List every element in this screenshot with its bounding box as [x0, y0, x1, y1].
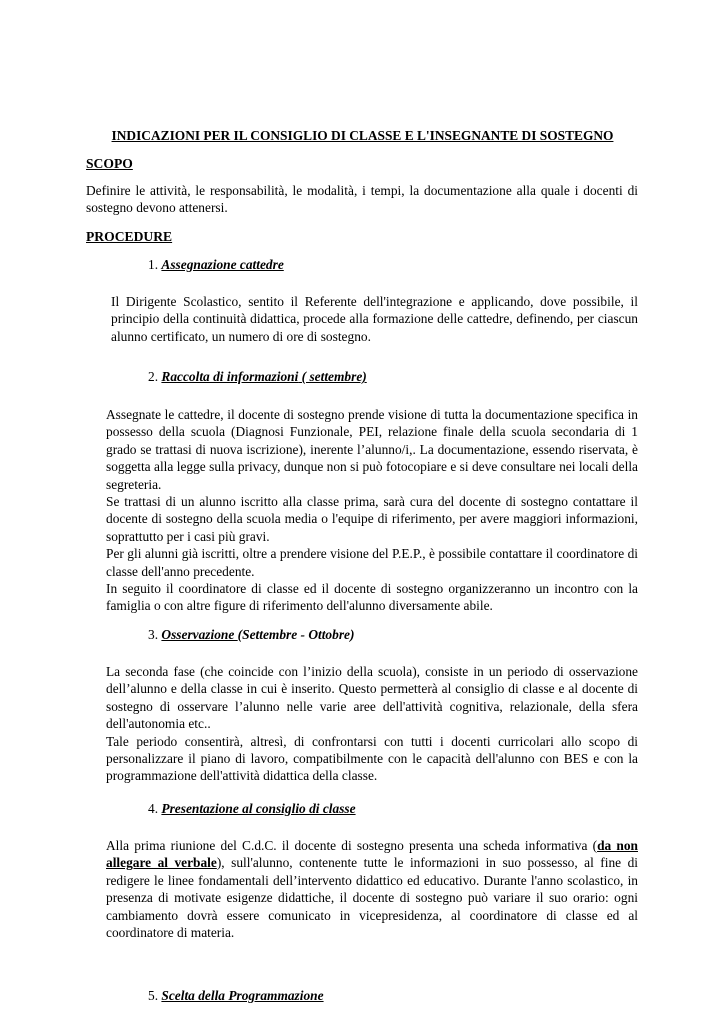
item-number: 1. — [148, 257, 159, 272]
paragraph-text-after: ), sull'alunno, contenente tutte le informazioni in suo possesso, al fine di redigere le linee fondamentali dell’intervento didattico ed educativo. Durante l'anno scolastico, in presenza di motivate esigenze didattiche, il docente di sostegno può variare il suo orario: ogni cambiamento dovrà essere comunicato in vicepresidenza, al coordinatore di classe ed al coordinatore di materia. — [106, 855, 638, 941]
item-number: 5. — [148, 988, 159, 1003]
item-number: 2. — [148, 369, 159, 384]
paragraph: In seguito il coordinatore di classe ed il docente di sostegno organizzeranno un incontro con la famiglia o con altre figure di riferimento dell'alunno diversamente abile. — [106, 581, 638, 614]
paragraph-text-before: Alla prima riunione del C.d.C. il docente di sostegno presenta una scheda informativa ( — [106, 838, 598, 853]
item-label-suffix: (Settembre - Ottobre) — [237, 627, 355, 642]
procedure-item-2-heading — [148, 368, 367, 385]
item-label: Presentazione al consiglio di classe — [161, 801, 356, 816]
paragraph: Assegnate le cattedre, il docente di sostegno prende visione di tutta la documentazione specifica in possesso della scuola (Diagnosi Funzionale, PEI, relazione finale della scuola secondaria di 1 grado se trattasi di nuova iscrizione), inerente l’alunno/i,. La documentazione, essendo riservata, è soggetta alla legge sulla privacy, dunque non si può fotocopiare e si deve consultare nei locali della segreteria. — [106, 407, 638, 492]
procedure-item-3-heading — [148, 626, 354, 643]
procedure-item-1-body — [111, 293, 638, 345]
item-label: Osservazione — [161, 627, 238, 642]
paragraph — [106, 837, 638, 941]
procedure-item-4-heading — [148, 800, 356, 817]
procedure-item-1-heading — [148, 256, 284, 273]
item-number: 3. — [148, 627, 159, 642]
section-heading-procedure: PROCEDURE — [86, 229, 173, 244]
document-title: INDICAZIONI PER IL CONSIGLIO DI CLASSE E L'INSEGNANTE DI SOSTEGNO — [111, 128, 614, 143]
item-number: 4. — [148, 801, 159, 816]
item-label-suffix: ( settembre) — [298, 369, 367, 384]
procedure-item-5-heading — [148, 987, 324, 1004]
procedure-item-4-body — [106, 837, 638, 941]
item-label: Raccolta di informazioni — [161, 369, 299, 384]
paragraph: Per gli alunni già iscritti, oltre a prendere visione del P.E.P., è possibile contattare il coordinatore di classe dell'anno precedente. — [106, 546, 638, 579]
paragraph: Tale periodo consentirà, altresì, di confrontarsi con tutti i docenti curricolari allo scopo di personalizzare il piano di lavoro, compatibilmente con le capacità dell'alunno con BES e con la programmazione dell'attività didattica della classe. — [106, 733, 638, 784]
paragraph: Se trattasi di un alunno iscritto alla classe prima, sarà cura del docente di sostegno contattare il docente di sostegno della scuola media o l'equipe di riferimento, per avere maggiori informazioni, soprattutto per i casi più gravi. — [106, 494, 638, 544]
section-heading-scopo: SCOPO — [86, 156, 133, 171]
emphasis-text: da non allegare al verbale — [106, 838, 638, 871]
item-label: Assegnazione cattedre — [161, 257, 284, 272]
scopo-paragraph — [86, 182, 638, 217]
paragraph: Il Dirigente Scolastico, sentito il Referente dell'integrazione e applicando, dove possibile, il principio della continuità didattica, procede alla formazione delle cattedre, definendo, per ciascun alunno certificato, un numero di ore di sostegno. — [111, 294, 638, 344]
scopo-text: Definire le attività, le responsabilità, le modalità, i tempi, la documentazione alla quale i docenti di sostegno devono attenersi. — [86, 183, 638, 216]
procedure-item-3-body — [106, 663, 638, 785]
item-label: Scelta della Programmazione — [161, 988, 324, 1003]
paragraph: La seconda fase (che coincide con l’inizio della scuola), consiste in un periodo di osservazione dell’alunno e della classe in cui è inserito. Questo permetterà al consiglio di classe e al docente di sostegno di osservare l’alunno nelle varie aree dell'attività cognitiva, relazionale, della sfera dell'autonomia etc.. — [106, 664, 638, 732]
procedure-item-2-body — [106, 406, 638, 615]
